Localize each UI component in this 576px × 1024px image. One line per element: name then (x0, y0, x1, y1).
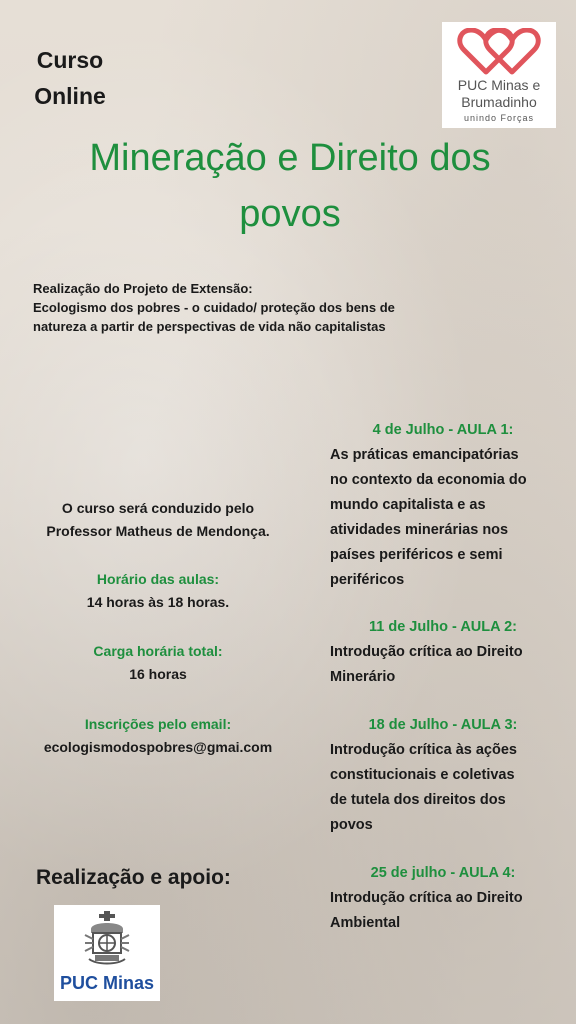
class-1-line: mundo capitalista e as (330, 497, 486, 513)
class-2 (330, 615, 566, 690)
class-4 (330, 861, 566, 936)
class-4-line: Introdução crítica ao Direito (330, 890, 523, 906)
title-line-1: Mineração e Direito dos (89, 137, 491, 179)
class-1-line: periféricos (330, 572, 405, 588)
title-line-2: povos (239, 193, 341, 235)
schedule-value: 14 horas às 18 horas. (86, 594, 230, 610)
project-line-3: natureza a partir de perspectivas de vida não capitalistas (33, 319, 386, 334)
schedule-label: Horário das aulas: (96, 571, 220, 587)
professor-info (20, 497, 296, 543)
class-1-heading: 4 de Julho - AULA 1: (372, 422, 514, 438)
course-line-2: Online (34, 83, 106, 109)
class-1 (330, 418, 566, 593)
hearts-icon (456, 28, 542, 76)
workload-label: Carga horária total: (93, 643, 223, 659)
course-line-1: Curso (36, 47, 104, 73)
class-3-heading: 18 de Julho - AULA 3: (368, 717, 518, 733)
class-2-heading: 11 de Julho - AULA 2: (369, 619, 517, 635)
professor-line-1: O curso será conduzido pelo (61, 500, 255, 516)
class-1-line: atividades minerárias nos (330, 522, 509, 538)
class-1-line: no contexto da economia do (330, 472, 527, 488)
workload-value: 16 horas (129, 666, 187, 682)
class-2-line: Introdução crítica ao Direito (330, 644, 523, 660)
page-title (60, 130, 520, 242)
class-1-line: As práticas emancipatórias (330, 447, 519, 463)
signup-info (20, 713, 296, 759)
puc-crest-icon (81, 909, 133, 971)
puc-logo-text: PUC Minas (59, 973, 155, 993)
class-4-line: Ambiental (330, 915, 401, 931)
support-heading: Realização e apoio: (36, 866, 231, 889)
course-type-label (26, 42, 114, 114)
class-3-line: Introdução crítica às ações (330, 742, 517, 758)
logo-tagline: unindo Forças (463, 113, 535, 123)
class-4-heading: 25 de julho - AULA 4: (370, 865, 516, 881)
workload-info (20, 640, 296, 686)
class-3-line: povos (330, 817, 373, 833)
signup-email: ecologismodospobres@gmai.com (43, 739, 273, 755)
project-lead: Realização do Projeto de Extensão: (33, 281, 253, 296)
project-description (33, 279, 463, 336)
puc-minas-logo (54, 905, 160, 1001)
puc-brumadinho-logo (442, 22, 556, 128)
class-3 (330, 713, 566, 838)
project-line-2: Ecologismo dos pobres - o cuidado/ proteção dos bens de (33, 300, 395, 315)
logo-line-2: Brumadinho (461, 94, 537, 110)
professor-line-2: Professor Matheus de Mendonça. (46, 523, 270, 539)
class-3-line: de tutela dos direitos dos (330, 792, 506, 808)
signup-label: Inscrições pelo email: (84, 716, 232, 732)
class-3-line: constitucionais e coletivas (330, 767, 515, 783)
class-1-line: países periféricos e semi (330, 547, 503, 563)
schedule-info (20, 568, 296, 614)
logo-line-1: PUC Minas e (457, 77, 541, 93)
class-2-line: Minerário (330, 669, 396, 685)
